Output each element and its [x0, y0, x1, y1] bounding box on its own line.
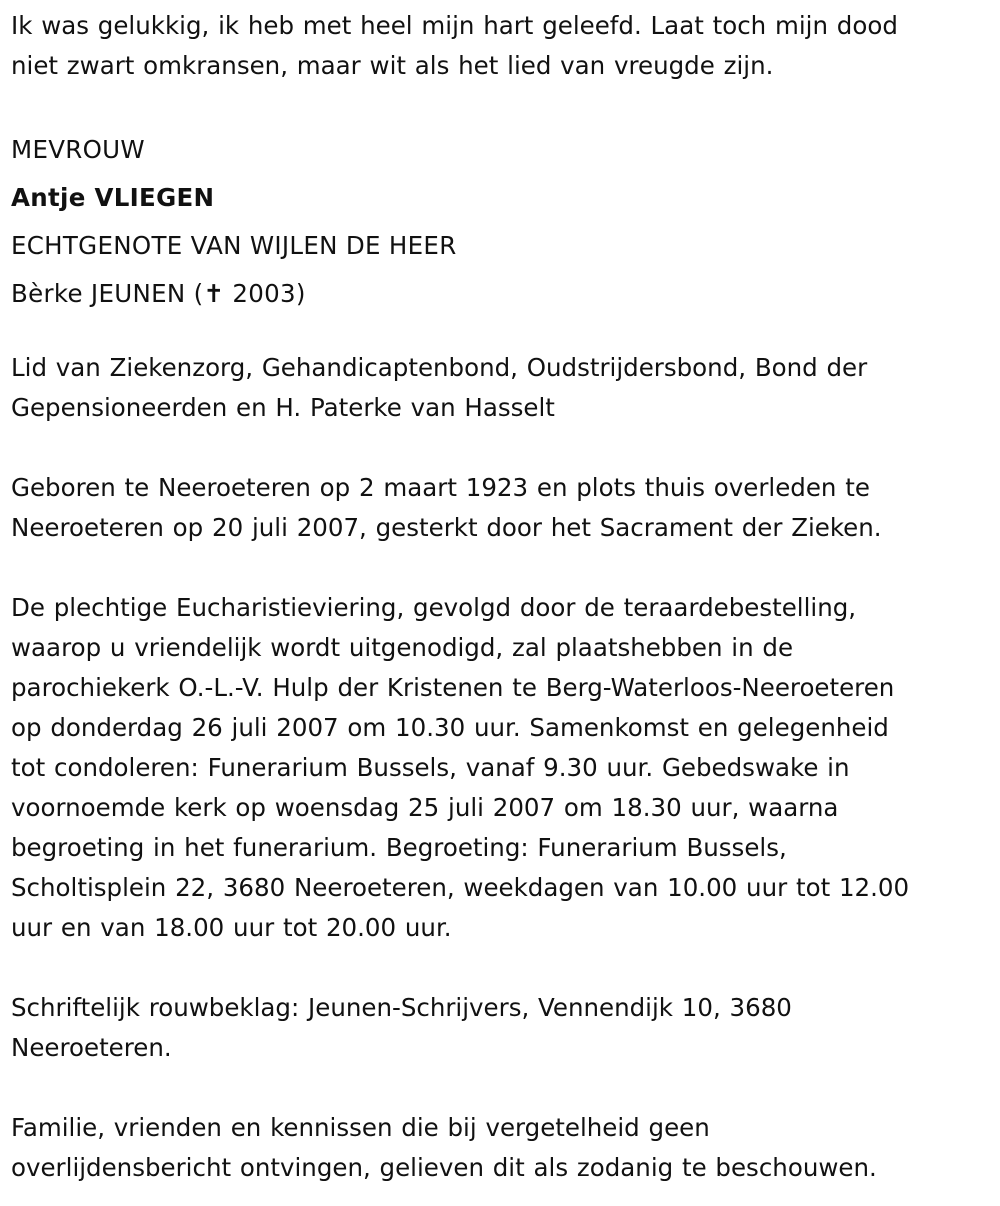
ceremony-line: voornoemde kerk op woensdag 25 juli 2007 om 18.30 uur, waarna: [11, 793, 839, 822]
memberships-line: Gepensioneerden en H. Paterke van Hasselt: [11, 393, 555, 422]
memberships-paragraph: [11, 348, 988, 428]
condolence-line: Schriftelijk rouwbeklag: Jeunen-Schrijvers, Vennendijk 10, 3680: [11, 993, 792, 1022]
closing-paragraph: [11, 1108, 988, 1188]
spacer: [11, 548, 988, 588]
birth-death-line: Neeroeteren op 20 juli 2007, gesterkt door het Sacrament der Zieken.: [11, 513, 882, 542]
spacer: [11, 948, 988, 988]
ceremony-line: Scholtisplein 22, 3680 Neeroeteren, weekdagen van 10.00 uur tot 12.00: [11, 873, 910, 902]
condolence-line: Neeroeteren.: [11, 1033, 172, 1062]
ceremony-line: uur en van 18.00 uur tot 20.00 uur.: [11, 913, 452, 942]
ceremony-line: De plechtige Eucharistieviering, gevolgd door de teraardebestelling,: [11, 593, 857, 622]
condolence-paragraph: [11, 988, 988, 1068]
memberships-line: Lid van Ziekenzorg, Gehandicaptenbond, Oudstrijdersbond, Bond der: [11, 353, 868, 382]
ceremony-line: op donderdag 26 juli 2007 om 10.30 uur. Samenkomst en gelegenheid: [11, 713, 889, 742]
deceased-name: Antje VLIEGEN: [11, 183, 215, 212]
birth-death-paragraph: [11, 468, 988, 548]
motto-paragraph: [11, 6, 988, 86]
spacer: [11, 86, 988, 126]
birth-death-line: Geboren te Neeroeteren op 2 maart 1923 en plots thuis overleden te: [11, 473, 870, 502]
spacer: [11, 1068, 988, 1108]
ceremony-line: waarop u vriendelijk wordt uitgenodigd, zal plaatshebben in de: [11, 633, 794, 662]
ceremony-paragraph: [11, 588, 988, 948]
ceremony-line: parochiekerk O.-L.-V. Hulp der Kristenen te Berg-Waterloos-Neeroeteren: [11, 673, 895, 702]
ceremony-line: begroeting in het funerarium. Begroeting: Funerarium Bussels,: [11, 833, 787, 862]
deceased-relation: ECHTGENOTE VAN WIJLEN DE HEER: [11, 231, 457, 260]
deceased-block: [11, 126, 988, 318]
spacer: [11, 428, 988, 468]
spouse-name: Bèrke JEUNEN (✝ 2003): [11, 279, 306, 308]
closing-line: overlijdensbericht ontvingen, gelieven dit als zodanig te beschouwen.: [11, 1153, 877, 1182]
motto-line: Ik was gelukkig, ik heb met heel mijn hart geleefd. Laat toch mijn dood: [11, 11, 898, 40]
closing-line: Familie, vrienden en kennissen die bij vergetelheid geen: [11, 1113, 710, 1142]
spacer: [11, 318, 988, 348]
motto-line: niet zwart omkransen, maar wit als het lied van vreugde zijn.: [11, 51, 774, 80]
deceased-title: MEVROUW: [11, 135, 145, 164]
ceremony-line: tot condoleren: Funerarium Bussels, vanaf 9.30 uur. Gebedswake in: [11, 753, 850, 782]
